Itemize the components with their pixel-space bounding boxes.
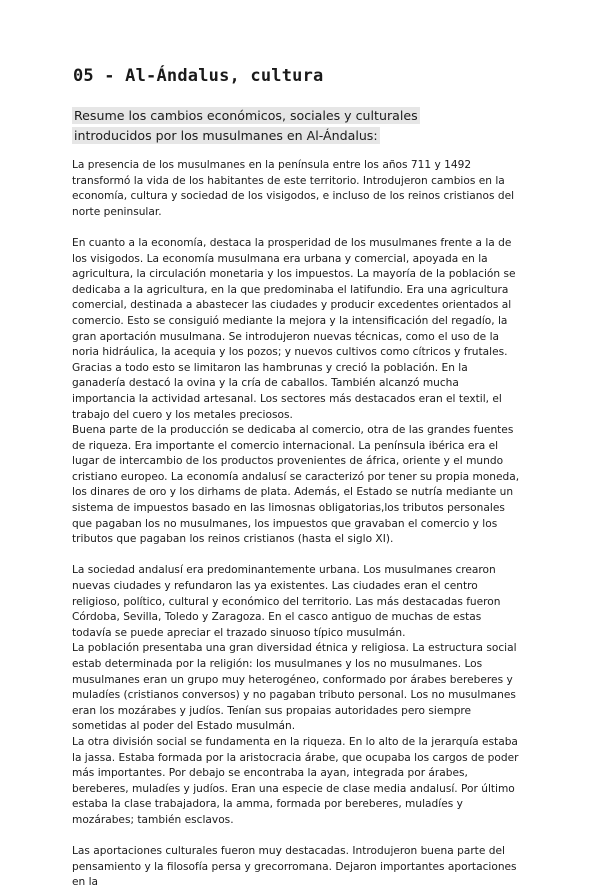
- paragraph-population: La población presentaba una gran diversidad étnica y religiosa. La estructura social estab determinada por la religión: los musulmanes y los no musulmanes. Los musulmanes eran un grupo muy heterogéneo, conformado por árabes bereberes y muladíes (cristianos conversos) y no pagaban tributo personal. Los no musulmanes eran los mozárabes y judíos. Tenían sus propaias autoridades pero siempre sometidas al poder del Estado musulmán.: [72, 642, 517, 733]
- paragraph-urban-society: La sociedad andalusí era predominantemente urbana. Los musulmanes crearon nuevas ciudades y refundaron las ya existentes. Las ciudades eran el centro religioso, político, cultural y económico del territorio. Las más destacadas fueron Córdoba, Sevilla, Toledo y Zaragoza. En el casco antiguo de muchas de estas todavía se puede apreciar el trazado sinuoso típico musulmán.: [72, 564, 501, 639]
- question-text: Resume los cambios económicos, sociales y culturales introducidos por los musulmanes en Al-Ándalus:: [74, 108, 418, 143]
- document-body: [72, 158, 524, 891]
- paragraph-economy: En cuanto a la economía, destaca la prosperidad de los musulmanes frente a la de los visigodos. La economía musulmana era urbana y comercial, apoyada en la agricultura, la circulación monetaria y los impuestos. La mayoría de la población se dedicaba a la agricultura, en la que predominaba el latifundio. Era una agricultura comercial, destinada a abastecer las ciudades y producir excedentes orientados al comercio. Esto se consiguió mediante la mejora y la intensificación del regadío, la gran aportación musulmana. Se introdujeron nuevas técnicas, como el uso de la noria hidráulica, la acequia y los pozos; y nuevos cultivos como cítricos y frutales. Gracias a todo esto se limitaron las hambrunas y creció la población. En la ganadería destacó la ovina y la cría de caballos. También alcanzó mucha importancia la actividad artesanal. Los sectores más destacados eran el textil, el trabajo del cuero y los metales preciosos.: [72, 236, 516, 421]
- paragraph-culture: Las aportaciones culturales fueron muy destacadas. Introdujeron buena parte del pensamiento y la filosofía persa y grecorromana. Dejaron importantes aportaciones en la: [72, 845, 517, 889]
- question-prompt: [72, 106, 492, 146]
- paragraph-commerce: Buena parte de la producción se dedicaba al comercio, otra de las grandes fuentes de riqueza. Era importante el comercio internacional. La península ibérica era el lugar de intercambio de los productos provenientes de áfrica, oriente y el mundo cristiano europeo. La economía andalusí se caracterizó por tener su propia moneda, los dinares de oro y los dirhams de plata. Además, el Estado se nutría mediante un sistema de impuestos basado en las limosnas obligatorias,los tributos personales que pagaban los no musulmanes, los impuestos que gravaban el comercio y los tributos que pagaban los reinos cristianos (hasta el siglo XI).: [72, 424, 520, 546]
- page-title: 05 - Al-Ándalus, cultura: [73, 66, 324, 86]
- paragraph-social-classes: La otra división social se fundamenta en la riqueza. En lo alto de la jerarquía estaba la jassa. Estaba formada por la aristocracia árabe, que ocupaba los cargos de poder más importantes. Por debajo se encontraba la ayan, integrada por árabes, bereberes, muladíes y judíos. Eran una especie de clase media andalusí. Por último estaba la clase trabajadora, la amma, formada por bereberes, muladíes y mozárabes; también esclavos.: [72, 735, 519, 826]
- paragraph-intro: La presencia de los musulmanes en la península entre los años 711 y 1492 transformó la vida de los habitantes de este territorio. Introdujeron cambios en la economía, cultura y sociedad de los visigodos, e incluso de los reinos cristianos del norte peninsular.: [72, 159, 515, 218]
